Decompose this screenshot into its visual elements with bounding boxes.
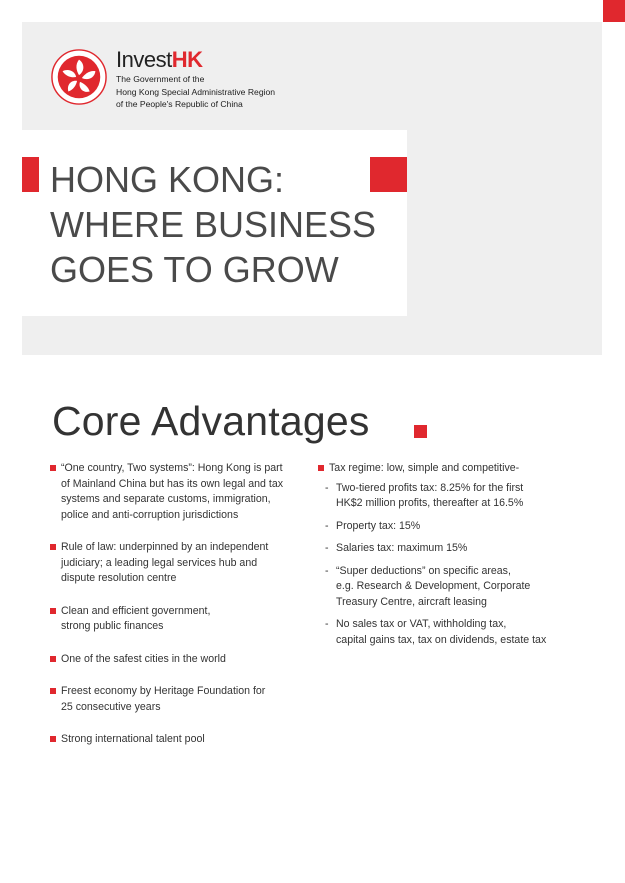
dash-marker: - <box>325 618 329 630</box>
page-title: HONG KONG: WHERE BUSINESS GOES TO GROW <box>50 159 377 290</box>
brand-block <box>116 48 275 110</box>
section-title: Core Advantages <box>52 398 370 444</box>
bauhinia-emblem-icon <box>50 48 108 106</box>
tax-heading: Tax regime: low, simple and competitive- <box>318 461 618 477</box>
corner-accent-tab <box>603 0 625 22</box>
list-item: One of the safest cities in the world <box>50 652 310 668</box>
header-logo <box>50 48 275 110</box>
list-item: Freest economy by Heritage Foundation for 25 consecutive years <box>50 684 310 715</box>
gov-line: The Government of the <box>116 74 205 84</box>
tax-regime-list <box>318 461 618 655</box>
tax-item: - Property tax: 15% <box>318 519 618 535</box>
title-accent-left <box>22 157 39 192</box>
tax-item: - Two-tiered profits tax: 8.25% for the first HK$2 million profits, thereafter at 16.5% <box>325 481 524 509</box>
dash-marker: - <box>325 481 329 494</box>
gov-line: of the People's Republic of China <box>116 99 243 109</box>
advantages-list <box>50 461 310 765</box>
tax-item: - Salaries tax: maximum 15% <box>318 541 618 557</box>
dash-marker: - <box>325 564 329 577</box>
brand-wordmark: InvestHK <box>116 47 203 72</box>
gov-line: Hong Kong Special Administrative Region <box>116 86 276 97</box>
section-accent-square <box>414 425 427 438</box>
dash-marker: - <box>325 542 329 554</box>
list-item: Rule of law: underpinned by an independent judiciary; a leading legal services hub and dispute resolution centre <box>50 540 310 587</box>
list-item: Strong international talent pool <box>50 732 310 748</box>
list-item: Clean and efficient government, strong public finances <box>50 604 310 635</box>
tax-item: - No sales tax or VAT, withholding tax, capital gains tax, tax on dividends, estate tax <box>325 618 547 646</box>
tax-sub-list <box>318 481 618 649</box>
dash-marker: - <box>325 519 329 532</box>
tax-item: - “Super deductions” on specific areas, e.g. Research & Development, Corporate Treasury Centre, aircraft leasing <box>325 564 531 608</box>
list-item: “One country, Two systems”: Hong Kong is part of Mainland China but has its own legal and tax systems and separate customs, immigration, police and anti-corruption jurisdictions <box>50 461 310 523</box>
